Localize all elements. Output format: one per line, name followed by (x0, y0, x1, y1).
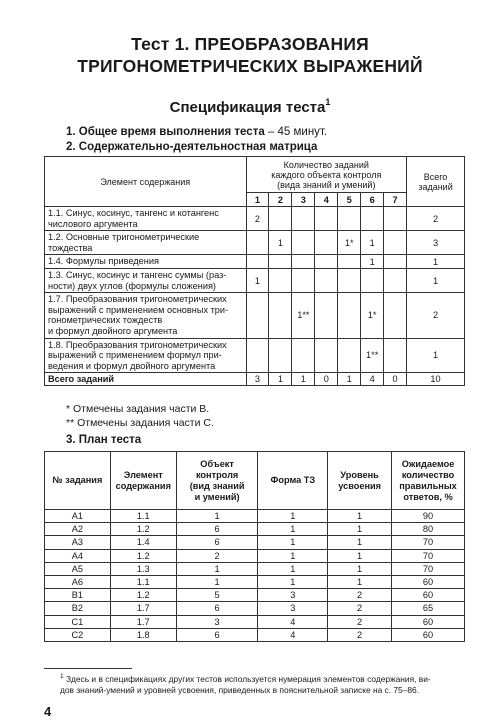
matrix-content-line: тождества (48, 242, 93, 253)
plan-cell: 1.2 (110, 589, 176, 602)
matrix-cell (338, 268, 361, 292)
matrix-column-number: 3 (292, 193, 315, 207)
plan-cell: 1 (328, 575, 392, 588)
matrix-cell: 1* (361, 293, 384, 338)
matrix-cell (269, 268, 292, 292)
matrix-row-content (45, 338, 247, 373)
matrix-header-count-line: (вида знаний и умений) (277, 179, 376, 190)
matrix-cell (315, 231, 338, 255)
plan-cell: 80 (392, 523, 465, 536)
note-part-b: * Отмечены задания части В. (66, 403, 210, 415)
matrix-cell (361, 207, 384, 231)
plan-cell: 1 (258, 562, 328, 575)
test-plan-table (44, 451, 465, 642)
plan-row (45, 615, 465, 628)
matrix-column-number: 6 (361, 193, 384, 207)
matrix-header-count-line: Количество заданий (283, 159, 369, 170)
matrix-total-cell: 3 (246, 373, 269, 386)
matrix-cell (315, 293, 338, 338)
matrix-cell (384, 338, 407, 373)
matrix-row-total: 2 (407, 293, 465, 338)
matrix-content-line: выражений с применением основных три- (48, 304, 229, 315)
matrix-cell (338, 255, 361, 269)
note-part-c: ** Отмечены задания части С. (66, 417, 214, 429)
plan-row (45, 628, 465, 641)
matrix-cell (246, 255, 269, 269)
content-matrix-table (44, 156, 465, 386)
plan-header-line: (вид знаний (189, 480, 245, 491)
plan-cell: 3 (258, 602, 328, 615)
matrix-row (45, 255, 465, 269)
plan-header-line: усвоения (338, 480, 382, 491)
plan-row (45, 510, 465, 523)
plan-cell: 1.3 (110, 562, 176, 575)
plan-cell: С1 (45, 615, 111, 628)
matrix-cell (292, 268, 315, 292)
spec-title-text: Спецификация теста (169, 99, 326, 116)
item-1-value: – 45 минут. (264, 126, 328, 138)
plan-cell: А2 (45, 523, 111, 536)
matrix-cell (338, 207, 361, 231)
plan-cell: 1 (176, 575, 258, 588)
matrix-content-line: ведения и формул двойного аргумента (48, 360, 216, 371)
matrix-cell (269, 338, 292, 373)
plan-cell: 1.8 (110, 628, 176, 641)
matrix-row-content (45, 231, 247, 255)
matrix-cell (246, 338, 269, 373)
matrix-cell: 1 (246, 268, 269, 292)
matrix-content-line: 1.3. Синус, косинус и тангенс суммы (раз- (48, 269, 227, 280)
plan-cell: 3 (258, 589, 328, 602)
matrix-cell (269, 293, 292, 338)
plan-row (45, 575, 465, 588)
plan-cell: 1.4 (110, 536, 176, 549)
matrix-total-cell: 1 (269, 373, 292, 386)
matrix-content-line: 1.1. Синус, косинус, тангенс и котангенс (48, 208, 219, 218)
plan-cell: В1 (45, 589, 111, 602)
plan-cell: 4 (258, 615, 328, 628)
plan-cell: 1 (258, 510, 328, 523)
plan-header-line: Форма ТЗ (270, 475, 316, 485)
matrix-header-count-line: каждого объекта контроля (271, 169, 382, 180)
footnote-rule (44, 668, 132, 669)
matrix-header-total-line: Всего (423, 171, 448, 182)
plan-cell: А3 (45, 536, 111, 549)
matrix-cell: 2 (246, 207, 269, 231)
plan-header-cell (110, 452, 176, 510)
plan-cell: 1 (176, 562, 258, 575)
matrix-cell (315, 255, 338, 269)
plan-header-cell (45, 452, 111, 510)
matrix-row-total: 1 (407, 255, 465, 269)
matrix-content-line: 1.7. Преобразования тригонометрических (48, 294, 227, 305)
plan-row (45, 523, 465, 536)
plan-header-line: Объект контроля (195, 458, 239, 480)
plan-cell: 1 (328, 523, 392, 536)
matrix-row (45, 338, 465, 373)
spec-title (0, 99, 500, 116)
plan-cell: 2 (328, 602, 392, 615)
plan-cell: 1.2 (110, 523, 176, 536)
matrix-content-line: 1.2. Основные тригонометрические (48, 232, 200, 243)
footnote-line-1 (60, 673, 431, 684)
plan-cell: 1 (328, 536, 392, 549)
matrix-cell (315, 338, 338, 373)
plan-cell: 60 (392, 615, 465, 628)
matrix-row-total: 1 (407, 268, 465, 292)
plan-header-line: Уровень (340, 469, 379, 480)
plan-cell: 1 (258, 536, 328, 549)
plan-cell: 1 (176, 510, 258, 523)
matrix-cell: 1** (292, 293, 315, 338)
matrix-content-line: 1.4. Формулы приведения (48, 256, 159, 267)
matrix-cell (292, 231, 315, 255)
plan-cell: В2 (45, 602, 111, 615)
matrix-cell (292, 207, 315, 231)
matrix-cell (246, 293, 269, 338)
plan-cell: 2 (328, 628, 392, 641)
matrix-content-line: числового аргумента (48, 218, 138, 229)
matrix-cell: 1 (361, 255, 384, 269)
matrix-row-content (45, 293, 247, 338)
matrix-content-line: 1.8. Преобразования тригонометрических (48, 339, 227, 350)
matrix-content-line: гонометрических тождеств (48, 315, 163, 326)
matrix-total-row (45, 373, 465, 386)
plan-cell: А1 (45, 510, 111, 523)
matrix-row (45, 231, 465, 255)
matrix-total-label: Всего заданий (45, 373, 247, 386)
matrix-header-total (407, 157, 465, 207)
item-1-label: 1. Общее время выполнения теста (66, 126, 265, 138)
plan-cell: 6 (176, 523, 258, 536)
plan-cell: 1 (258, 523, 328, 536)
matrix-header-total-line: заданий (418, 181, 453, 192)
matrix-row (45, 207, 465, 231)
footnote-line-2: дов знаний-умений и уровней усвоения, приведенных в пояснительной записке на с. 75–86. (60, 685, 420, 695)
plan-cell: 60 (392, 589, 465, 602)
plan-header-line: ответов, % (403, 491, 453, 502)
plan-cell: 6 (176, 628, 258, 641)
plan-cell: 1 (328, 549, 392, 562)
plan-cell: 65 (392, 602, 465, 615)
matrix-row-content (45, 268, 247, 292)
matrix-cell (269, 207, 292, 231)
title-line-2: ТРИГОНОМЕТРИЧЕСКИХ ВЫРАЖЕНИЙ (77, 56, 423, 76)
matrix-cell (384, 268, 407, 292)
footnote-text-1: Здесь и в спецификациях других тестов используется нумерация элементов содержания, ви- (63, 673, 431, 684)
item-3: 3. План теста (66, 434, 142, 446)
plan-header-row (45, 452, 465, 510)
matrix-row-total: 2 (407, 207, 465, 231)
plan-cell: 2 (328, 615, 392, 628)
plan-cell: 60 (392, 575, 465, 588)
matrix-total-cell: 1 (292, 373, 315, 386)
plan-cell: 70 (392, 562, 465, 575)
matrix-cell (315, 268, 338, 292)
plan-cell: А4 (45, 549, 111, 562)
matrix-row (45, 268, 465, 292)
plan-cell: 2 (328, 589, 392, 602)
plan-header-cell (176, 452, 258, 510)
plan-cell: 1 (328, 562, 392, 575)
plan-cell: 6 (176, 536, 258, 549)
matrix-row (45, 293, 465, 338)
plan-cell: 4 (258, 628, 328, 641)
plan-cell: 1 (328, 510, 392, 523)
footnote-marker: 1 (325, 97, 331, 107)
plan-cell: 3 (176, 615, 258, 628)
plan-cell: 1.2 (110, 549, 176, 562)
matrix-cell (269, 255, 292, 269)
plan-cell: 70 (392, 549, 465, 562)
matrix-column-number: 1 (246, 193, 269, 207)
matrix-total-cell: 4 (361, 373, 384, 386)
matrix-cell (338, 293, 361, 338)
matrix-cell (384, 231, 407, 255)
matrix-content-line: и формул двойного аргумента (48, 325, 178, 336)
plan-cell: 1.7 (110, 615, 176, 628)
matrix-cell (292, 255, 315, 269)
plan-cell: 1.1 (110, 510, 176, 523)
matrix-row-content (45, 207, 247, 231)
matrix-column-number: 4 (315, 193, 338, 207)
plan-row (45, 549, 465, 562)
matrix-total-cell: 0 (315, 373, 338, 386)
plan-header-cell (328, 452, 392, 510)
matrix-cell: 1* (338, 231, 361, 255)
plan-cell: 1 (258, 549, 328, 562)
title-line-1: Тест 1. ПРЕОБРАЗОВАНИЯ (131, 34, 369, 54)
matrix-column-number: 7 (384, 193, 407, 207)
matrix-content-line: выражений с применением формул при- (48, 350, 222, 361)
matrix-cell (384, 207, 407, 231)
matrix-total-cell: 0 (384, 373, 407, 386)
plan-cell: 60 (392, 628, 465, 641)
matrix-cell (384, 255, 407, 269)
matrix-row-total: 1 (407, 338, 465, 373)
plan-row (45, 536, 465, 549)
matrix-cell: 1 (361, 231, 384, 255)
item-1 (66, 126, 327, 138)
matrix-row-content (45, 255, 247, 269)
matrix-column-number: 5 (338, 193, 361, 207)
plan-cell: 5 (176, 589, 258, 602)
matrix-cell: 1 (269, 231, 292, 255)
plan-cell: 2 (176, 549, 258, 562)
plan-cell: А5 (45, 562, 111, 575)
matrix-cell (315, 207, 338, 231)
matrix-cell (292, 338, 315, 373)
plan-header-line: правильных (399, 480, 457, 491)
plan-cell: А6 (45, 575, 111, 588)
footnote-mark: 1 (60, 673, 64, 680)
page-number: 4 (44, 704, 52, 719)
plan-header-line: количество (401, 469, 455, 480)
plan-cell: С2 (45, 628, 111, 641)
matrix-cell (361, 268, 384, 292)
plan-row (45, 589, 465, 602)
matrix-row-total: 3 (407, 231, 465, 255)
item-2: 2. Содержательно-деятельностная матрица (66, 141, 318, 153)
matrix-cell (246, 231, 269, 255)
plan-cell: 6 (176, 602, 258, 615)
matrix-cell (384, 293, 407, 338)
matrix-header-content: Элемент содержания (45, 157, 247, 207)
plan-header-line: Ожидаемое (401, 458, 455, 469)
plan-header-line: Элемент (123, 469, 163, 480)
plan-cell: 1 (258, 575, 328, 588)
plan-header-line: содержания (115, 480, 171, 491)
matrix-cell: 1** (361, 338, 384, 373)
plan-cell: 90 (392, 510, 465, 523)
matrix-total-sum: 10 (407, 373, 465, 386)
matrix-column-number: 2 (269, 193, 292, 207)
plan-row (45, 562, 465, 575)
matrix-header-count (246, 157, 407, 193)
plan-header-cell (258, 452, 328, 510)
plan-row (45, 602, 465, 615)
plan-header-line: и умений) (194, 491, 240, 502)
matrix-cell (338, 338, 361, 373)
plan-cell: 1.1 (110, 575, 176, 588)
plan-cell: 70 (392, 536, 465, 549)
plan-header-line: № задания (52, 475, 103, 485)
plan-header-cell (392, 452, 465, 510)
matrix-total-cell: 1 (338, 373, 361, 386)
plan-cell: 1.7 (110, 602, 176, 615)
matrix-content-line: ности) двух углов (формулы сложения) (48, 280, 216, 291)
